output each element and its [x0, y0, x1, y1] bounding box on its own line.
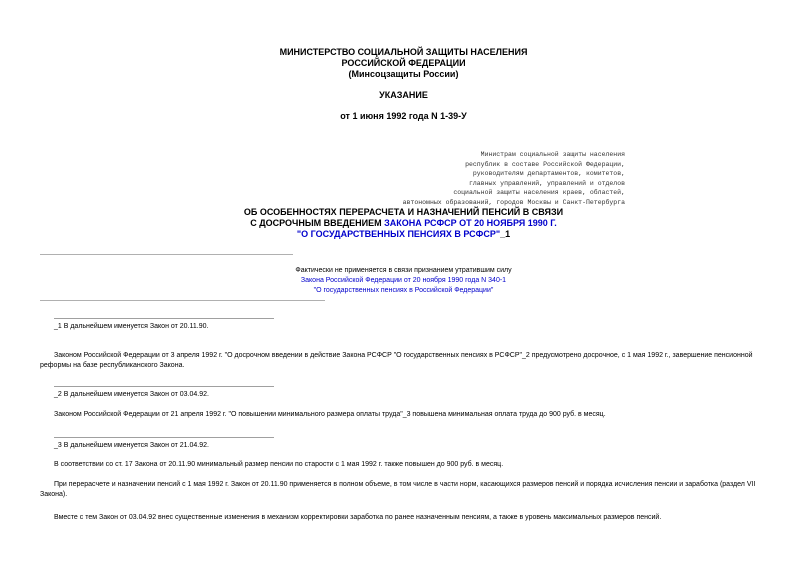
paragraph-1: Законом Российской Федерации от 3 апреля 1992 г. "О досрочном введении в действие Закона РСФСР "О государственных пенсиях в РСФСР"_2 предусмотрено досрочное, с 1 мая 1992 г., завершение пенсионной реформы на базе республиканского Закона. — [40, 352, 753, 369]
paragraph-5: Вместе с тем Закон от 03.04.92 внес существенные изменения в механизм корректировки заработка по ранее назначенным пенсиям, а также в уровень максимальных размеров пенсий. — [54, 514, 662, 521]
paragraph-4: При перерасчете и назначении пенсий с 1 мая 1992 г. Закон от 20.11.90 применяется в полном объеме, в том числе в части норм, касающихся размеров пенсий и порядка исчисления пенсии и заработка (раздел VII Закона). — [40, 481, 756, 498]
addressee-line: социальной защиты населения краев, областей, — [453, 189, 625, 197]
footnote-2: _2 В дальнейшем именуется Закон от 03.04.92. — [54, 391, 209, 398]
footnote-ref-1: _1 — [500, 229, 511, 239]
ministry-name-line1: МИНИСТЕРСТВО СОЦИАЛЬНОЙ ЗАЩИТЫ НАСЕЛЕНИЯ — [279, 47, 528, 57]
addressee-line: республик в составе Российской Федерации, — [465, 160, 625, 168]
footnote-1: _1 В дальнейшем именуется Закон от 20.11.90. — [54, 323, 209, 330]
footnote-divider — [54, 386, 274, 387]
footnote-divider — [54, 437, 274, 438]
ministry-name-line2: РОССИЙСКОЙ ФЕДЕРАЦИИ — [341, 58, 466, 68]
document-date: от 1 июня 1992 года N 1-39-У — [340, 111, 467, 121]
document-title-line1: ОБ ОСОБЕННОСТЯХ ПЕРЕРАСЧЕТА И НАЗНАЧЕНИЙ ПЕНСИЙ В СВЯЗИ — [243, 207, 564, 217]
status-note-link1[interactable]: Закона Российской Федерации от 20 ноября 1990 года N 340-1 — [300, 277, 507, 284]
law-link-title[interactable]: ЗАКОНА РСФСР ОТ 20 НОЯБРЯ 1990 Г. — [384, 218, 557, 228]
ministry-short-name: (Минсоцзащиты России) — [348, 69, 459, 79]
document-type: УКАЗАНИЕ — [379, 90, 428, 100]
status-note-line1: Фактически не применяется в связи признанием утратившим силу — [295, 267, 512, 274]
footnote-3: _3 В дальнейшем именуется Закон от 21.04.92. — [54, 442, 209, 449]
divider-top — [40, 254, 293, 255]
paragraph-3: В соответствии со ст. 17 Закона от 20.11.90 минимальный размер пенсии по старости с 1 мая 1992 г. также повышен до 900 руб. в месяц. — [54, 461, 504, 468]
addressee-line: Министрам социальной защиты населения — [480, 151, 625, 158]
addressee-block — [325, 150, 625, 208]
paragraph-2: Законом Российской Федерации от 21 апреля 1992 г. "О повышении минимального размера оплаты труда"_3 повышена минимальная оплата труда до 900 руб. в месяц. — [54, 411, 606, 418]
document-title-line3 — [0, 229, 807, 240]
document-title-line2 — [0, 218, 807, 229]
footnote-divider — [54, 318, 274, 319]
divider-bottom — [40, 300, 325, 301]
addressee-line: руководителям департаментов, комитетов, — [472, 170, 625, 178]
addressee-line: главных управлений, управлений и отделов — [468, 179, 625, 187]
status-note-link2[interactable]: "О государственных пенсиях в Российской Федерации" — [313, 287, 494, 294]
addressee-line: автономных образований, городов Москвы и Санкт-Петербурга — [402, 198, 625, 206]
law-name-link[interactable]: "О ГОСУДАРСТВЕННЫХ ПЕНСИЯХ В РСФСР" — [296, 229, 501, 239]
title-prefix: С ДОСРОЧНЫМ ВВЕДЕНИЕМ — [250, 218, 385, 228]
